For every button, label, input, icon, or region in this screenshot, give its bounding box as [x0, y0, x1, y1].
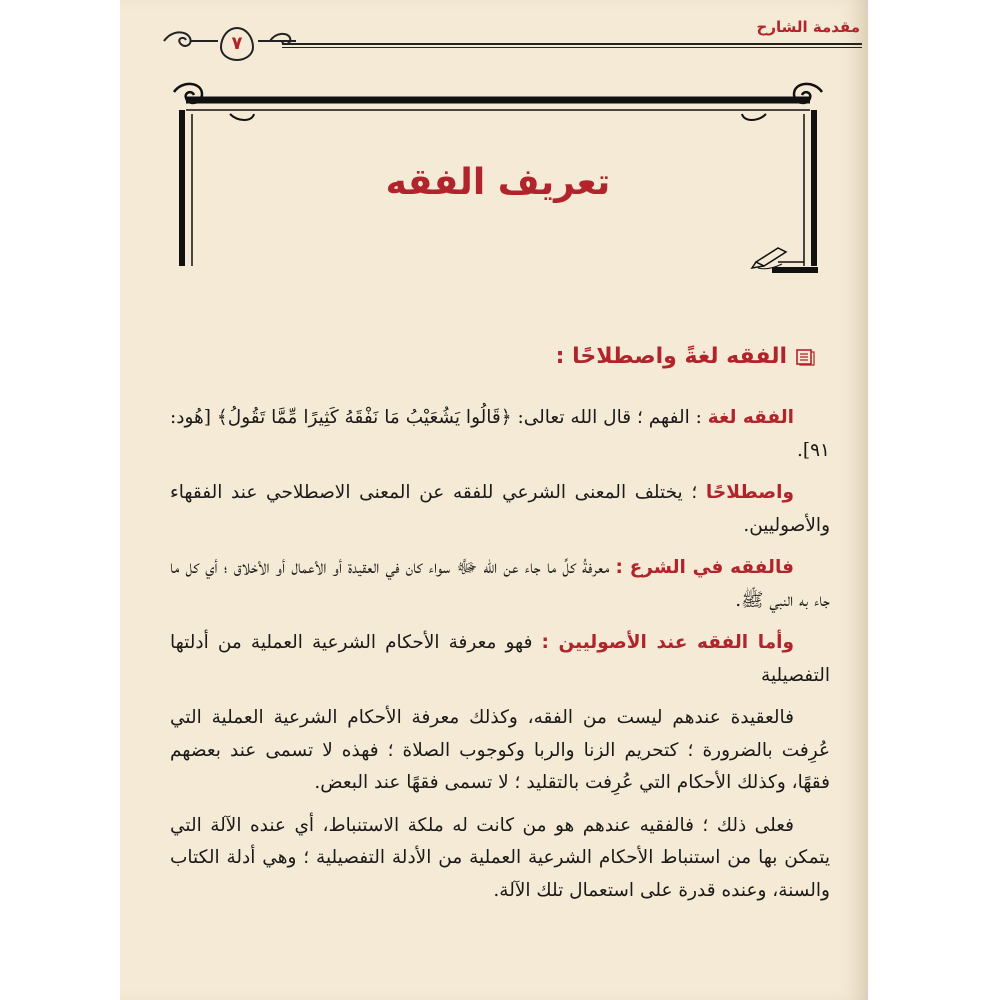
section-heading — [556, 344, 815, 369]
term-label: وأما الفقه عند الأصوليين : — [541, 632, 794, 653]
paragraph-text: : الفهم ؛ قال الله تعالى: ﴿قَالُوا يَشُعَيْبُ مَا نَفْقَهُ كَثِيرًا مِّمَّا تَقُولُ﴾ [هُود: ٩١]. — [170, 407, 830, 461]
running-head-rule — [282, 43, 862, 48]
body-text — [170, 402, 830, 917]
term-label: واصطلاحًا — [705, 482, 794, 503]
paragraph — [170, 627, 830, 692]
paragraph — [170, 702, 830, 800]
paragraph-text: فهو معرفة الأحكام الشرعية العملية من أدلتها التفصيلية — [170, 632, 830, 686]
paragraph — [170, 402, 830, 467]
running-head — [120, 16, 868, 56]
paragraph — [170, 552, 830, 617]
running-title: مقدمة الشارح — [756, 18, 860, 36]
chapter-title: تعريف الفقه — [385, 162, 611, 203]
page-number: ٧ — [220, 27, 254, 61]
paragraph-text: فالعقيدة عندهم ليست من الفقه، وكذلك معرفة الأحكام الشرعية العملية التي عُرِفت بالضرورة ؛ كتحريم الزنا والربا وكوجوب الصلاة ؛ فهذه لا تسمى عند بعضهم فقهًا، وكذلك الأحكام التي عُرِفت بالتقليد ؛ لا تسمى فقهًا عند البعض. — [170, 707, 830, 793]
term-label: فالفقه في الشرع : — [615, 557, 795, 578]
term-label: الفقه لغة — [707, 407, 794, 428]
paragraph — [170, 477, 830, 542]
section-heading-text: الفقه لغةً واصطلاحًا : — [555, 344, 787, 369]
paragraph-text: ؛ يختلف المعنى الشرعي للفقه عن المعنى الاصطلاحي عند الفقهاء والأصوليين. — [170, 482, 830, 536]
paragraph-text: فعلى ذلك ؛ فالفقيه عندهم هو من كانت له ملكة الاستنباط، أي عنده الآلة التي يتمكن بها من استنباط الأحكام الشرعية العملية من الأدلة التفصيلية ؛ وهي أدلة الكتاب والسنة، وعنده قدرة على استعمال تلك الآلة. — [170, 814, 830, 901]
paragraph-text: معرفةُ كلِّ ما جاء عن الله ﷻ سواء كان في العقيدة أو الأعمال أو الأخلاق ؛ أي كل ما جاء به النبي ﷺ. — [170, 557, 830, 611]
chapter-title-frame — [168, 70, 828, 280]
paragraph — [170, 810, 830, 908]
book-icon — [795, 348, 815, 366]
